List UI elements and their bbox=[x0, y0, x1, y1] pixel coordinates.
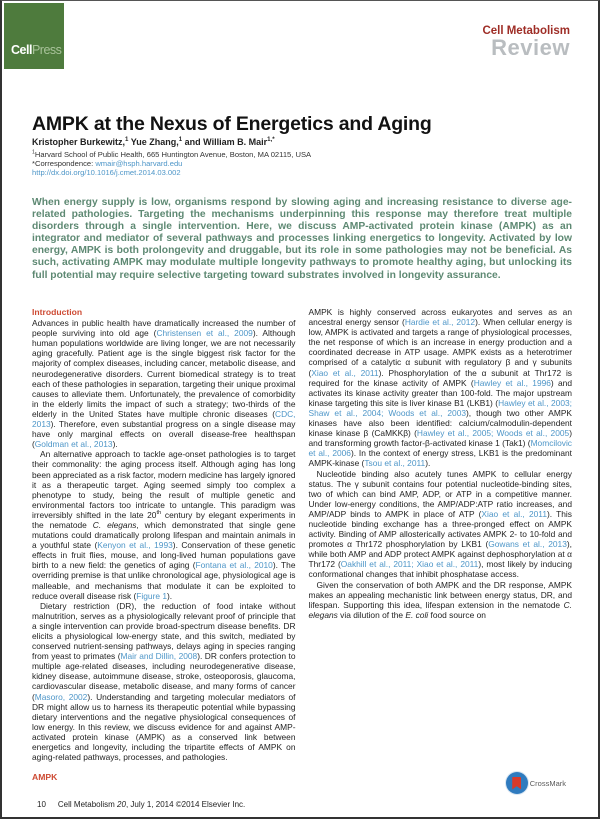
section-heading: AMPK bbox=[32, 772, 58, 783]
superscript: 1 bbox=[125, 136, 129, 143]
paragraph bbox=[309, 580, 573, 620]
superscript: th bbox=[156, 510, 162, 517]
text-run: ). Understanding and targeting molecular mediators of DR might allow us to harness its therapeutic potential while bypassing dietary interventions and the negative physiological consequences of low energy. In this review, we discuss evidence for and against AMP-activated protein kinase (AMPK) as a conserved link between energetics and longevity, including the tripartite effects of AMPK on aging-related pathways, processes, and pathologies. bbox=[32, 691, 296, 763]
citation-link[interactable]: Christensen et al., 2009 bbox=[156, 328, 253, 339]
bookmark-icon bbox=[512, 777, 521, 790]
article-type-label: Review bbox=[491, 35, 570, 60]
text-run: Dietary restriction (DR), the reduction of food intake without malnutrition, serves as a physiologically relevant proof of principle that a single intervention can provide broad-spectrum disease benefits. DR elicits a physiological low-energy state, and this switch, mediated by conserved nutrient-sensing pathways, delays aging in species ranging from yeast to primates ( bbox=[32, 600, 296, 662]
italic-text: E. coli bbox=[405, 609, 429, 620]
text-run: and William B. Mair bbox=[182, 137, 268, 147]
text-run: ). bbox=[112, 439, 118, 450]
text-run: ). The overriding premise is that unlike chronological age, physiological age is malleable, and mechanisms that modulate it can be exploited to reduce overall disease risk ( bbox=[32, 560, 296, 601]
italic-text: 20 bbox=[117, 800, 126, 809]
affiliation-line bbox=[32, 150, 311, 159]
section-heading: Introduction bbox=[32, 307, 83, 317]
italic-text: C. elegans bbox=[308, 599, 572, 620]
superscript: 1 bbox=[178, 136, 183, 143]
crossmark-label: CrossMark bbox=[529, 778, 566, 788]
text-run: Harvard School of Public Health, 665 Huntington Avenue, Boston, MA 02115, USA bbox=[34, 150, 312, 159]
paragraph bbox=[32, 318, 296, 449]
citation-link[interactable]: Mair and Dillin, 2008 bbox=[120, 651, 198, 662]
text-run: century by elegant experiments in the nematode bbox=[32, 509, 296, 530]
text-run: Advances in public health have dramatically increased the number of people surviving into old age ( bbox=[32, 318, 296, 339]
text-run: Given the conservation of both AMPK and the DR response, AMPK makes an appealing mechanistic link between energy status, DR, and lifespan. Supporting this idea, lifespan extension in the nematode bbox=[308, 579, 572, 610]
citation-link[interactable]: CDC, 2013 bbox=[32, 408, 296, 430]
hyperlink[interactable]: wmair@hsph.harvard.edu bbox=[95, 159, 183, 168]
citation-link[interactable]: Masoro, 2002 bbox=[34, 691, 88, 702]
superscript: 1,* bbox=[267, 136, 275, 143]
text-run: *Correspondence: bbox=[32, 159, 96, 168]
citation-link[interactable]: Figure 1 bbox=[136, 590, 168, 601]
logo-cell-text: Cell bbox=[11, 43, 32, 57]
crossmark-icon bbox=[506, 772, 528, 794]
abstract-text: When energy supply is low, organisms respond by slowing aging and increasing resistance to diverse age-related pathologies. Targeting the mechanisms underpinning this response may therefore treat multiple disorders through a single intervention. Here, we discuss AMP-activated protein kinase (AMPK) as an integrator and mediator of several pathways and processes linking energetics to longevity. Activated by low energy, AMPK is both prolongevity and druggable, but its role in some pathologies may not be beneficial. As such, activating AMPK may modulate multiple longevity pathways to promote healthy aging, but unlocking its full potential may require selective targeting toward substrates involved in longevity assurance. bbox=[32, 197, 572, 281]
citation-link[interactable]: Xiao et al., 2011 bbox=[311, 367, 379, 378]
text-run: , which demonstrated that single gene mutations could dramatically prolong lifespan and maintain animals in a youthful state ( bbox=[32, 519, 296, 551]
citation-link[interactable]: Oakhill et al., 2011; Xiao et al., 2011 bbox=[340, 559, 479, 570]
text-run: ), though two other AMPK kinases have also been identified: calcium/calmodulin-dependent kinase kinase β (CaMKKβ) ( bbox=[308, 407, 572, 439]
journal-header bbox=[482, 25, 570, 59]
citation-link[interactable]: Hawley et al., 2003; Shaw et al., 2004; Woods et al., 2003 bbox=[308, 397, 572, 418]
text-run: Yue Zhang, bbox=[128, 137, 179, 147]
citation-link[interactable]: Tsou et al., 2011 bbox=[364, 458, 426, 469]
footer-citation bbox=[58, 800, 245, 809]
text-run: ). Therefore, even substantial progress on a single disease may have only marginal effects on overall disease-free healthspan ( bbox=[32, 419, 296, 450]
paragraph bbox=[32, 601, 296, 763]
paragraph bbox=[309, 469, 573, 580]
text-run: via dilution of the bbox=[337, 609, 406, 620]
citation-link[interactable]: Hawley et al., 1996 bbox=[473, 377, 551, 388]
text-run: ), most likely by inducing conformational changes that inhibit phosphatase access. bbox=[308, 559, 572, 580]
correspondence-line bbox=[32, 159, 311, 168]
text-run: Nucleotide binding also acutely tunes AMPK to cellular energy status. The γ subunit contains four potential nucleotide-binding sites, two of which can bind AMP, ADP, or ATP in a competitive manner. Under low-energy conditions, the AMP/ADP:ATP ratio increases, and AMP/ADP binds to AMPK in place of ATP ( bbox=[308, 468, 572, 519]
citation-link[interactable]: Gowans et al., 2013 bbox=[488, 539, 567, 550]
citation-link[interactable]: Hardie et al., 2012 bbox=[404, 317, 476, 328]
text-run: AMPK is highly conserved across eukaryotes and serves as an ancestral energy sensor ( bbox=[308, 307, 572, 328]
text-run: ). This nucleotide binding exchange has a three-pronged effect on AMPK activity. Binding of AMP allosterically activates AMPK 2- to 10-fold and promotes α Thr172 phosphorylation by LKB1 ( bbox=[308, 508, 572, 550]
page-title: AMPK at the Nexus of Energetics and Aging bbox=[32, 113, 432, 136]
text-run: ). Conservation of these genetic effects in fruit flies, mouse, and long-lived human populations gave birth to a new field: the genetics of aging ( bbox=[32, 540, 296, 571]
hyperlink[interactable]: http://dx.doi.org/10.1016/j.cmet.2014.03.002 bbox=[32, 168, 181, 177]
citation-link[interactable]: Goldman et al., 2013 bbox=[34, 439, 113, 450]
text-run: Kristopher Burkewitz, bbox=[32, 137, 126, 147]
crossmark-badge[interactable] bbox=[506, 772, 566, 794]
text-run: , July 1, 2014 ©2014 Elsevier Inc. bbox=[125, 800, 246, 809]
text-run: ). Phosphorylation of the α subunit at Thr172 is required for the kinase activity of AMPK ( bbox=[308, 367, 572, 388]
authors-line bbox=[32, 137, 275, 147]
page-number: 10 bbox=[37, 800, 46, 809]
text-run: ) and transforming growth factor-β-activated kinase 1 (Tak1) ( bbox=[308, 428, 572, 449]
cellpress-logo bbox=[4, 3, 64, 69]
journal-name: Cell Metabolism bbox=[482, 25, 570, 37]
text-run: ). In the context of energy stress, LKB1 is the predominant AMPK-kinase ( bbox=[308, 448, 572, 469]
footer bbox=[37, 800, 245, 809]
text-run: An alternative approach to tackle age-onset pathologies is to target their commonality: the aging process itself. Although aging has long been appreciated as a risk factor, modern medicine has largely ignored it as a therapeutic target. Aging seemed simply too complex a phenotype to study, being the result of multiple genetic and environmental factors too intricate to untangle. This paradigm was irreversibly shifted in the late 20 bbox=[32, 449, 296, 520]
doi-line bbox=[32, 168, 311, 177]
text-run: ) and activates its kinase activity greater than 100-fold. The major upstream kinase targeting this site is liver kinase B1 (LKB1) ( bbox=[308, 377, 572, 408]
text-run: ). bbox=[167, 590, 173, 601]
citation-link[interactable]: Xiao et al., 2011 bbox=[481, 508, 547, 519]
paragraph bbox=[309, 307, 573, 469]
text-run: food source on bbox=[428, 609, 486, 620]
text-run: Cell Metabolism bbox=[57, 800, 118, 809]
citation-link[interactable]: Hawley et al., 2005; Woods et al., 2005 bbox=[416, 428, 570, 439]
text-run: ). DR confers protection to multiple age-related diseases, including neurodegenerative disease, kidney disease, autoimmune disease, stroke, osteoporosis, glaucoma, cardiovascular disease, metabolic disease, and many forms of cancer ( bbox=[32, 651, 296, 702]
citation-link[interactable]: Kenyon et al., 1993 bbox=[97, 540, 173, 551]
two-column-text bbox=[32, 307, 572, 799]
italic-text: C. elegans bbox=[92, 519, 137, 530]
paragraph bbox=[32, 449, 296, 600]
article-meta bbox=[32, 150, 311, 177]
citation-link[interactable]: Fontana et al., 2010 bbox=[195, 560, 273, 571]
text-run: ). bbox=[425, 458, 431, 469]
text-run: ), while both AMP and ADP protect AMPK against dephosphorylation at α Thr172 ( bbox=[308, 539, 572, 570]
logo-press-text: Press bbox=[31, 43, 62, 57]
superscript: 1 bbox=[32, 149, 35, 156]
text-run: ). When cellular energy is low, AMPK is activated and targets a range of physiological processes, the net response of which is an increase in energy production and a coordinated decrease in ATP usage. AMPK exists as a heterotrimer comprised of a catalytic α subunit with regulatory β and γ subunits ( bbox=[308, 317, 572, 378]
text-run: ). Although human populations worldwide are living longer, we are not necessarily aging gracefully. Patient age is the single biggest risk factor for the majority of complex diseases, including cancer, metabolic disease, and neurodegenerative disorders. Current biomedical strategy is to treat each of these pathologies in separation, targeting their unique proximal causes to alleviate them. Unfortunately, the prevalence of comorbidity in the elderly limits the impact of such a strategy; two-thirds of the elderly in the United States have multiple chronic diseases ( bbox=[32, 328, 296, 419]
citation-link[interactable]: Momcilovic et al., 2006 bbox=[308, 438, 572, 459]
